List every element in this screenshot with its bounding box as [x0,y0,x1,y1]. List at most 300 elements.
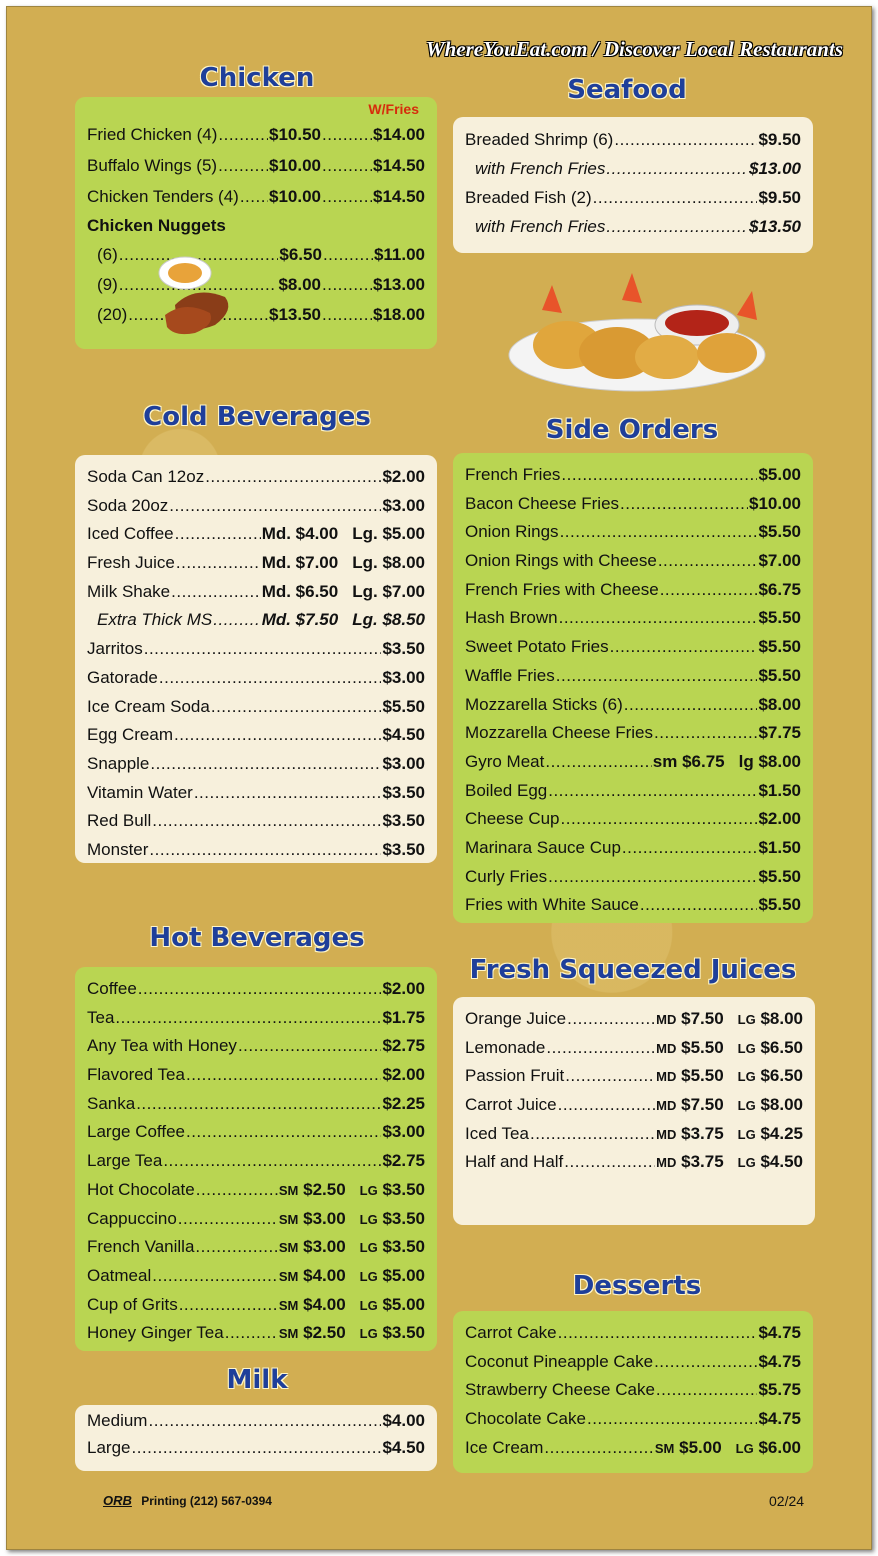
item-name: Cappuccino [87,1208,177,1228]
printer-phone: Printing (212) 567-0394 [141,1494,272,1508]
item-price: $4.75 [758,1323,801,1342]
leader-dots [614,125,757,154]
item-name: Sanka [87,1093,136,1113]
chicken-title: Chicken [199,63,315,93]
menu-item-row [87,1090,425,1119]
size-label: SM [278,1182,299,1198]
item-price: $9.50 [758,188,801,207]
item-name: Soda Can 12oz [87,467,205,486]
size-label: LG [737,1012,756,1027]
menu-item-row [465,1034,803,1063]
menu-page [6,6,872,1550]
menu-item-row [465,183,801,212]
medium-price [279,1262,346,1292]
item-name: (20) [97,305,128,324]
medium-price: Md. $4.00 [261,524,339,544]
menu-item-row [465,805,801,834]
item-name: Orange Juice [465,1009,567,1028]
item-price: $5.75 [758,1380,801,1400]
size-label: LG [359,1182,378,1198]
item-name: Marinara Sauce Cup [465,837,621,857]
item-price: $4.50 [382,1438,425,1457]
leader-dots [225,1319,278,1348]
leader-dots [138,975,382,1004]
large-price [738,1148,803,1178]
milk-title: Milk [226,1365,288,1395]
leader-dots [195,1233,277,1262]
item-name: Any Tea with Honey [87,1036,237,1056]
menu-item-row [87,779,425,808]
menu-item-row [87,721,425,750]
menu-item-row [465,1376,801,1405]
menu-item-row [465,1319,801,1348]
medium-price [279,1205,346,1235]
item-name: Cup of Grits [87,1294,178,1314]
menu-item-row [465,748,801,777]
large-price [360,1319,425,1349]
item-name: Medium [87,1411,148,1430]
leader-dots [322,181,372,212]
item-price: $3.00 [382,1122,425,1142]
chicken-list [87,119,425,212]
item-name: Lemonade [465,1037,546,1057]
leader-dots [322,119,372,150]
price-value: $4.00 [303,1265,346,1285]
leader-dots [530,1120,655,1149]
menu-item-row [465,576,801,605]
leader-dots [163,1147,381,1176]
price-value: $4.50 [760,1152,803,1172]
leader-dots [218,150,268,181]
medium-price [656,1148,724,1178]
price-value: $3.00 [303,1208,346,1228]
menu-item-row [87,1118,425,1147]
menu-item-row [87,1061,425,1090]
item-price: $10.00 [749,493,801,513]
medium-price [279,1233,346,1263]
large-price [360,1233,425,1263]
price-value: $2.50 [303,1323,346,1343]
large-price [360,1205,425,1235]
menu-item-row [465,490,801,519]
menu-item-row [87,578,425,607]
item-name: Waffle Fries [465,665,555,685]
leader-dots [548,863,757,892]
item-name: Extra Thick MS [97,610,213,630]
large-price: Lg. $7.00 [352,581,425,601]
item-price: $4.75 [758,1351,801,1371]
menu-item-row [87,181,425,212]
menu-item-row [87,606,425,635]
medium-price: Md. $6.50 [261,581,339,601]
item-name: Ice Cream [465,1437,544,1457]
menu-item-row [87,463,425,492]
leader-dots [179,1291,278,1320]
leader-dots [545,748,651,777]
item-price: $3.00 [382,495,425,515]
size-label: LG [735,1440,754,1456]
price-value: $5.00 [679,1437,722,1457]
leader-dots [558,1319,758,1348]
item-price: $5.50 [758,608,801,628]
leader-dots [144,635,382,664]
printer-logo: ORB [103,1493,132,1508]
leader-dots [194,779,382,808]
leader-dots [556,662,758,691]
leader-dots [152,1262,278,1291]
item-price: $2.75 [382,1036,425,1056]
hot-beverages-title: Hot Beverages [149,923,365,953]
item-name: Mozzarella Sticks (6) [465,694,623,714]
item-price: $5.50 [758,637,801,657]
menu-item-row [465,1348,801,1377]
medium-price [656,1005,724,1035]
price-value: $5.00 [382,1294,425,1314]
menu-item-row [87,1147,425,1176]
size-label: MD [656,1126,677,1142]
leader-dots [593,183,758,212]
price-value: $6.00 [758,1437,801,1457]
item-name: Strawberry Cheese Cake [465,1380,655,1400]
size-label: LG [737,1098,756,1114]
item-price-with-fries: $14.50 [373,187,425,206]
item-name: Oatmeal [87,1265,152,1285]
menu-item-row [87,1233,425,1262]
menu-item-row [97,240,425,270]
item-name: Large Coffee [87,1122,185,1142]
milk-panel [75,1405,437,1471]
item-price: $5.50 [758,866,801,886]
medium-price [656,1062,724,1092]
menu-item-row [465,1148,803,1177]
nuggets-list [87,240,425,330]
item-name: Onion Rings with Cheese [465,551,657,571]
menu-item-row [465,1005,803,1034]
menu-item-row [465,212,801,241]
size-label: LG [737,1126,756,1142]
menu-item-row [465,863,801,892]
leader-dots [169,492,381,521]
menu-item-row [465,777,801,806]
item-name: French Vanilla [87,1237,195,1257]
leader-dots [178,1205,278,1234]
menu-item-row [465,518,801,547]
item-name: with French Fries [475,159,606,178]
menu-item-row [87,1004,425,1033]
size-label: LG [737,1040,756,1056]
large-price [360,1291,425,1321]
item-price-with-fries: $18.00 [373,305,425,324]
item-name: with French Fries [475,217,606,236]
size-label: MD [656,1069,677,1085]
item-price: $10.50 [269,125,321,144]
item-price: $13.00 [749,159,801,178]
leader-dots [654,1348,757,1377]
item-name: Onion Rings [465,522,559,542]
item-price: $4.75 [758,1409,801,1429]
item-name: Honey Ginger Tea [87,1323,224,1343]
item-price: $13.50 [269,305,321,324]
item-name: Boiled Egg [465,780,548,800]
item-name: Breaded Fish (2) [465,188,592,207]
size-label: MD [656,1098,677,1114]
medium-price: Md. $7.00 [261,553,339,573]
cold-beverages-title: Cold Beverages [143,402,371,432]
menu-item-row [97,270,425,300]
item-name: Iced Coffee [87,524,174,544]
large-price: Lg. $8.50 [352,610,425,630]
large-price [738,1091,803,1121]
desserts-title: Desserts [572,1271,702,1301]
item-name: Mozzarella Cheese Fries [465,723,654,743]
leader-dots [323,240,373,270]
item-name: Gatorade [87,667,158,687]
leader-dots [561,461,757,490]
price-value: $3.50 [382,1179,425,1199]
item-name: Curly Fries [465,866,548,886]
price-value: $5.00 [382,1265,425,1285]
size-label: MD [656,1012,677,1027]
item-name: Soda 20oz [87,495,169,515]
leader-dots [610,633,758,662]
item-price: $5.50 [758,522,801,542]
menu-item-row [87,1176,425,1205]
item-name: Red Bull [87,811,152,831]
size-label: LG [737,1069,756,1085]
watermark: WhereYouEat.com / Discover Local Restaurants [425,37,843,61]
leader-dots [238,1032,382,1061]
menu-item-row [465,834,801,863]
leader-dots [240,181,268,212]
hot-beverages-panel [75,967,437,1351]
large-price: Lg. $5.00 [352,524,425,544]
leader-dots [150,750,381,779]
item-price: $1.50 [758,837,801,857]
item-price: $7.75 [758,723,801,743]
leader-dots [658,547,758,576]
item-name: Half and Half [465,1152,564,1172]
item-price: $3.00 [382,667,425,687]
menu-item-row [87,1205,425,1234]
price-value: $8.00 [760,1009,803,1028]
leader-dots [218,119,268,150]
large-price [736,1434,801,1464]
leader-dots [544,1434,653,1463]
item-price-with-fries: $14.00 [373,125,425,144]
item-price: $7.00 [758,551,801,571]
menu-item-row [87,1407,425,1434]
item-price: $13.50 [749,217,801,236]
leader-dots [186,1118,381,1147]
seafood-title: Seafood [567,75,687,105]
menu-item-row [465,719,801,748]
item-name: Fried Chicken (4) [87,125,218,144]
item-price: $1.50 [758,780,801,800]
medium-price [656,1091,724,1121]
medium-price [655,1434,722,1464]
menu-item-row [465,604,801,633]
with-fries-label: W/Fries [368,101,419,117]
price-value: $5.50 [681,1037,724,1057]
menu-item-row [87,119,425,150]
leader-dots [131,1434,381,1461]
leader-dots [660,576,758,605]
leader-dots [205,463,381,492]
item-name: Flavored Tea [87,1065,185,1085]
leader-dots [196,1176,278,1205]
item-price: $6.50 [279,245,322,264]
chicken-panel [75,97,437,349]
size-label: SM [654,1440,675,1456]
leader-dots [176,549,261,578]
item-price-with-fries: $11.00 [373,245,425,264]
menu-item-row [87,520,425,549]
large-price [738,1062,803,1092]
item-price: $4.50 [382,725,425,745]
item-price: $9.50 [758,130,801,149]
nuggets-subhead: Chicken Nuggets [87,216,226,235]
menu-item-row [87,693,425,722]
item-name: (6) [97,245,118,264]
price-value: $7.50 [681,1009,724,1028]
shrimp-plate-image [507,265,777,401]
price-value: $5.50 [681,1066,724,1086]
price-value: $2.50 [303,1179,346,1199]
desserts-list [465,1319,801,1462]
item-name: Fresh Juice [87,553,175,573]
leader-dots [546,1034,655,1063]
leader-dots [213,606,260,635]
item-name: French Fries [465,465,561,484]
item-name: Gyro Meat [465,751,545,771]
price-value: $6.50 [760,1037,803,1057]
item-name: Sweet Potato Fries [465,637,609,657]
item-name: Chicken Tenders (4) [87,187,239,206]
price-value: $7.50 [681,1095,724,1115]
menu-item-row [465,891,801,920]
leader-dots [171,578,261,607]
item-name: Snapple [87,753,150,773]
leader-dots [587,1405,757,1434]
size-label: SM [278,1297,299,1313]
price-value: $3.50 [382,1208,425,1228]
item-price-with-fries: $14.50 [373,156,425,175]
cold-beverages-panel [75,455,437,863]
leader-dots [211,693,382,722]
leader-dots [322,150,372,181]
juices-panel [453,997,815,1225]
item-price: $5.50 [758,895,801,915]
item-name: Large Tea [87,1151,163,1171]
price-value: $3.50 [382,1237,425,1257]
item-price: $5.50 [382,696,425,716]
item-price: $8.00 [278,275,321,294]
item-price: $3.50 [382,782,425,802]
large-price [738,1120,803,1150]
item-name: Buffalo Wings (5) [87,156,218,175]
menu-item-row [87,1262,425,1291]
leader-dots [149,836,381,865]
medium-price [279,1176,346,1206]
item-name: Coffee [87,979,137,998]
item-name: Passion Fruit [465,1066,565,1086]
leader-dots [622,834,758,863]
item-price: $3.50 [382,639,425,659]
leader-dots [115,1004,381,1033]
price-value: $3.75 [681,1152,724,1172]
leader-dots [567,1005,655,1034]
leader-dots [656,1376,758,1405]
leader-dots [186,1061,381,1090]
size-label: LG [359,1268,378,1284]
item-price: $3.00 [382,753,425,773]
medium-price [656,1034,724,1064]
side-orders-panel [453,453,813,923]
item-name: Large [87,1438,131,1457]
menu-item-row [87,635,425,664]
leader-dots [148,1407,381,1434]
price-value: $4.25 [760,1123,803,1143]
leader-dots [654,719,757,748]
price-value: $4.00 [303,1294,346,1314]
item-price: $2.00 [382,979,425,998]
size-label: LG [359,1297,378,1313]
item-name: (9) [97,275,118,294]
item-name: Hot Chocolate [87,1179,195,1199]
large-price: Lg. $8.00 [352,553,425,573]
size-label: SM [278,1240,299,1256]
item-name: Tea [87,1007,115,1027]
item-price: $3.50 [382,839,425,859]
side-orders-title: Side Orders [545,415,719,445]
size-label: LG [359,1211,378,1227]
leader-dots [558,1091,656,1120]
item-name: Carrot Cake [465,1323,557,1342]
menu-item-row [87,750,425,779]
menu-item-row [87,1291,425,1320]
item-price: $3.50 [382,811,425,831]
menu-item-row [87,836,425,865]
menu-item-row [465,633,801,662]
milk-list [87,1407,425,1461]
price-value: $6.50 [760,1066,803,1086]
leader-dots [564,1148,655,1177]
leader-dots [560,518,758,547]
menu-item-row [465,691,801,720]
menu-item-row [465,1120,803,1149]
menu-item-row [465,1405,801,1434]
medium-price: sm $6.75 [652,751,725,771]
item-price: $10.00 [269,187,321,206]
size-label: SM [278,1211,299,1227]
item-name: Monster [87,839,149,859]
nuggets-image [155,255,245,339]
leader-dots [152,807,381,836]
hot-beverages-list [87,975,425,1348]
leader-dots [174,721,381,750]
leader-dots [322,270,372,300]
item-price: $2.75 [382,1151,425,1171]
item-price: $8.00 [758,694,801,714]
menu-item-row [465,154,801,183]
item-name: Iced Tea [465,1123,529,1143]
size-label: SM [278,1268,299,1284]
price-value: $3.75 [681,1123,724,1143]
leader-dots [640,891,758,920]
item-price: $10.00 [269,156,321,175]
size-label: MD [656,1155,677,1171]
item-name: Milk Shake [87,581,171,601]
